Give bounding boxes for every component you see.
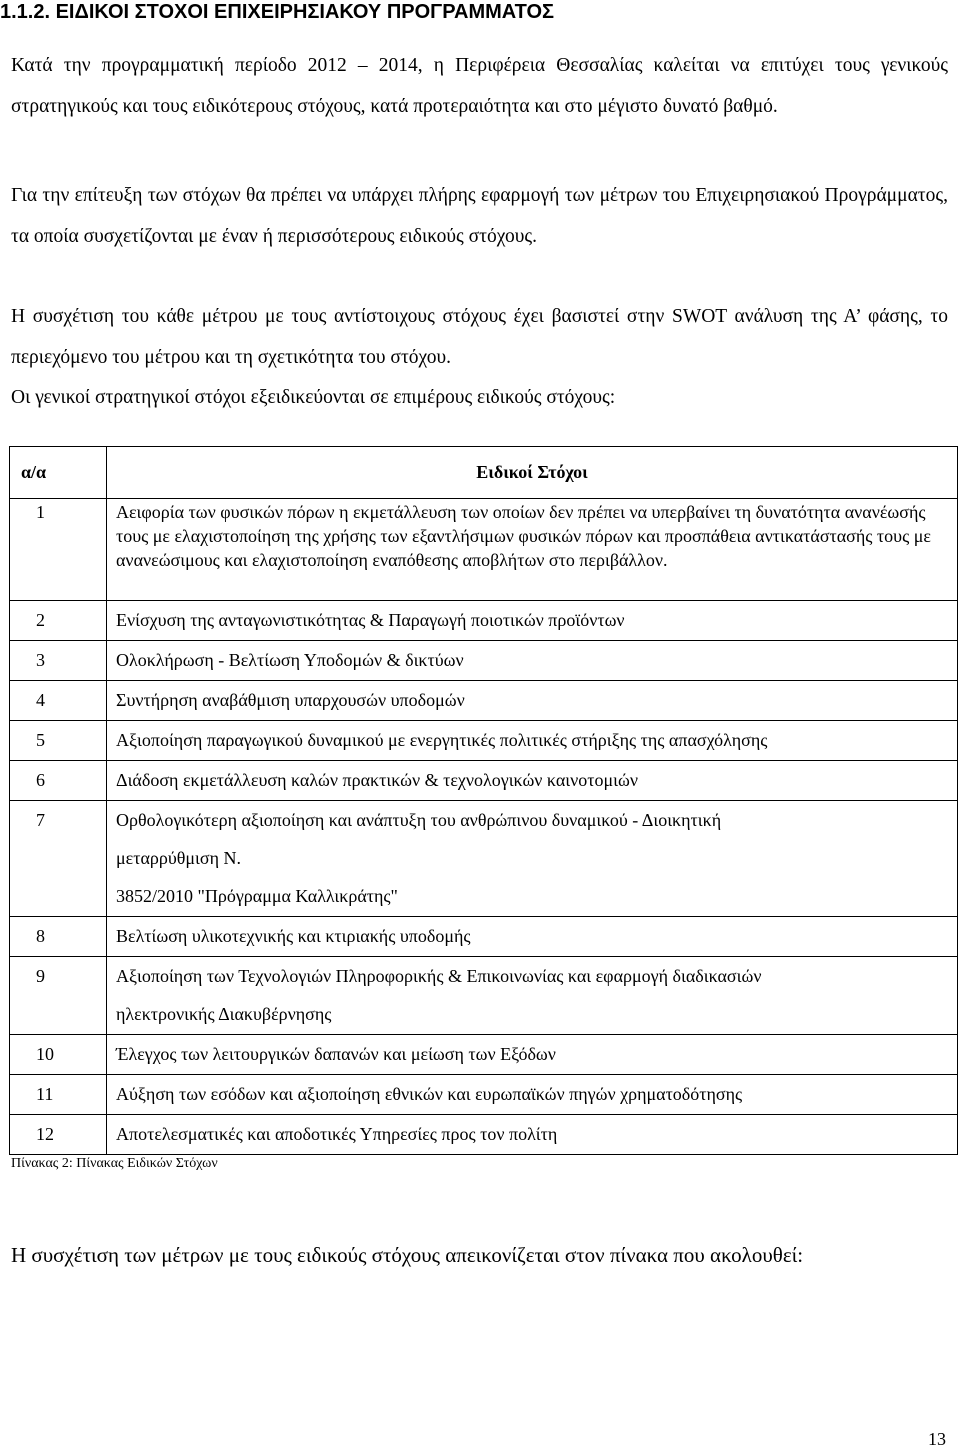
row-number: 3 bbox=[10, 641, 107, 681]
row-text: Διάδοση εκμετάλλευση καλών πρακτικών & τεχνολογικών καινοτομιών bbox=[107, 761, 958, 801]
row-number: 6 bbox=[10, 761, 107, 801]
general-goals-paragraph: Οι γενικοί στρατηγικοί στόχοι εξειδικεύονται σε επιμέρους ειδικούς στόχους: bbox=[11, 387, 616, 408]
row-number: 9 bbox=[10, 957, 107, 1035]
row-text: Ολοκλήρωση - Βελτίωση Υποδομών & δικτύων bbox=[107, 641, 958, 681]
implementation-paragraph: Για την επίτευξη των στόχων θα πρέπει να υπάρχει πλήρης εφαρμογή των μέτρων του Επιχειρησιακού Προγράμματος, τα οποία συσχετίζονται με έναν ή περισσότερους ειδικούς στόχους. bbox=[11, 185, 948, 247]
closing-sentence: Η συσχέτιση των μέτρων με τους ειδικούς στόχους απεικονίζεται στον πίνακα που ακολουθεί: bbox=[11, 1243, 804, 1267]
row-number: 8 bbox=[10, 917, 107, 957]
row-text: Έλεγχος των λειτουργικών δαπανών και μείωση των Εξόδων bbox=[107, 1035, 958, 1075]
intro-paragraph: Κατά την προγραμματική περίοδο 2012 – 2014, η Περιφέρεια Θεσσαλίας καλείται να επιτύχει τους γενικούς στρατηγικούς και τους ειδικότερους στόχους, κατά προτεραιότητα και στο μέγιστο δυνατό βαθμό. bbox=[11, 55, 948, 117]
row-text: Ενίσχυση της ανταγωνιστικότητας & Παραγωγή ποιοτικών προϊόντων bbox=[107, 601, 958, 641]
table-row bbox=[10, 681, 958, 721]
row-number: 5 bbox=[10, 721, 107, 761]
row-text bbox=[107, 957, 958, 1035]
table-row bbox=[10, 601, 958, 641]
column-header-goals: Ειδικοί Στόχοι bbox=[107, 447, 958, 499]
row-text: Αύξηση των εσόδων και αξιοποίηση εθνικών και ευρωπαϊκών πηγών χρηματοδότησης bbox=[107, 1075, 958, 1115]
row-text-line: ηλεκτρονικής Διακυβέρνησης bbox=[116, 1004, 332, 1024]
row-text: Αξιοποίηση παραγωγικού δυναμικού με ενεργητικές πολιτικές στήριξης της απασχόλησης bbox=[107, 721, 958, 761]
row-number: 2 bbox=[10, 601, 107, 641]
row-number: 7 bbox=[10, 801, 107, 917]
table-row bbox=[10, 957, 958, 1035]
row-number: 4 bbox=[10, 681, 107, 721]
row-text bbox=[107, 499, 958, 601]
row-number: 1 bbox=[10, 499, 107, 601]
row-text bbox=[107, 801, 958, 917]
row-text: Συντήρηση αναβάθμιση υπαρχουσών υποδομών bbox=[107, 681, 958, 721]
table-row bbox=[10, 641, 958, 681]
row-number: 11 bbox=[10, 1075, 107, 1115]
row-text: Βελτίωση υλικοτεχνικής και κτιριακής υποδομής bbox=[107, 917, 958, 957]
row-text-line: Αξιοποίηση των Τεχνολογιών Πληροφορικής & Επικοινωνίας και εφαρμογή διαδικασιών bbox=[116, 966, 762, 986]
column-header-number: α/α bbox=[10, 447, 107, 499]
table-row bbox=[10, 761, 958, 801]
table-row bbox=[10, 721, 958, 761]
table-row bbox=[10, 1035, 958, 1075]
row-number: 12 bbox=[10, 1115, 107, 1155]
row-text: Αποτελεσματικές και αποδοτικές Υπηρεσίες προς τον πολίτη bbox=[107, 1115, 958, 1155]
page-number: 13 bbox=[928, 1429, 946, 1449]
table-row bbox=[10, 499, 958, 601]
table-header-row bbox=[10, 447, 958, 499]
swot-paragraph: Η συσχέτιση του κάθε μέτρου με τους αντίστοιχους στόχους έχει βασιστεί στην SWOT ανάλυση της Α’ φάσης, το περιεχόμενο του μέτρου και τη σχετικότητα του στόχου. bbox=[11, 306, 948, 368]
section-heading: 1.1.2. ΕΙΔΙΚΟΙ ΣΤΟΧΟΙ ΕΠΙΧΕΙΡΗΣΙΑΚΟΥ ΠΡΟΓΡΑΜΜΑΤΟΣ bbox=[0, 1, 555, 23]
table-row bbox=[10, 1115, 958, 1155]
row-text-content: Αειφορία των φυσικών πόρων η εκμετάλλευση των οποίων δεν πρέπει να υπερβαίνει τη δυνατότητα ανανέωσής τους με ελαχιστοποίηση της χρήσης των εξαντλήσιμων φυσικών πόρων και προσπάθεια αντικατάστασής τους με ανανεώσιμους και ελαχιστοποίηση εναπόθεσης αποβλήτων στο περιβάλλον. bbox=[116, 502, 931, 570]
table-row bbox=[10, 801, 958, 917]
row-number: 10 bbox=[10, 1035, 107, 1075]
row-text-line: μεταρρύθμιση Ν. bbox=[116, 848, 241, 868]
table-caption: Πίνακας 2: Πίνακας Ειδικών Στόχων bbox=[11, 1156, 218, 1171]
table-row bbox=[10, 917, 958, 957]
row-text-line: Ορθολογικότερη αξιοποίηση και ανάπτυξη του ανθρώπινου δυναμικού - Διοικητική bbox=[116, 810, 722, 830]
specific-goals-table bbox=[9, 446, 958, 1155]
row-text-line: 3852/2010 "Πρόγραμμα Καλλικράτης" bbox=[116, 886, 398, 906]
table-row bbox=[10, 1075, 958, 1115]
